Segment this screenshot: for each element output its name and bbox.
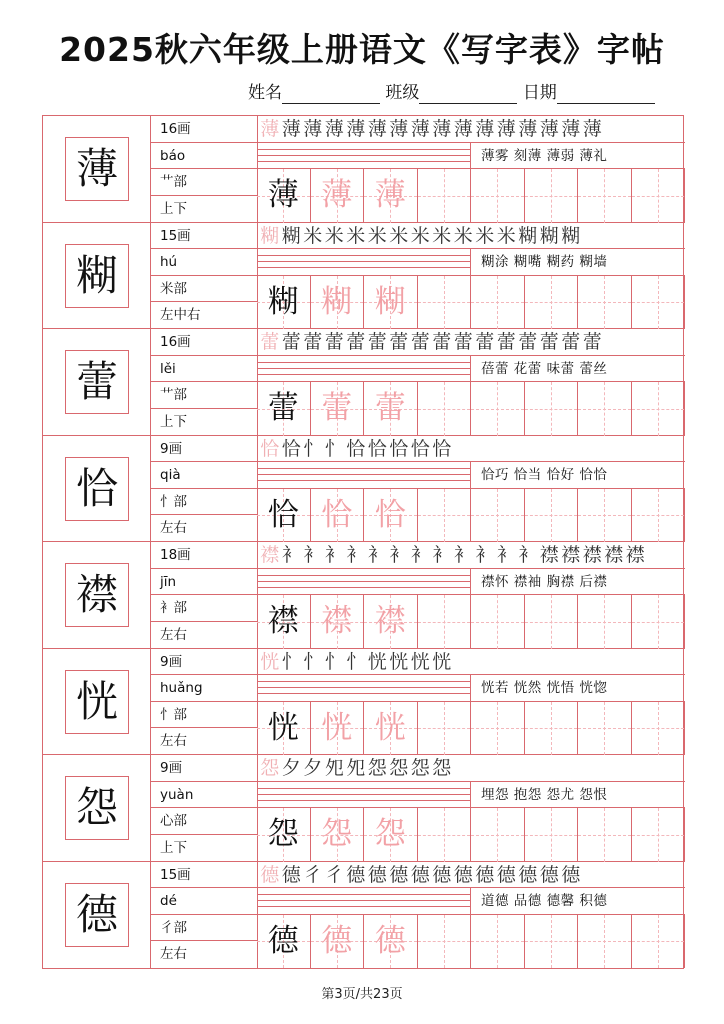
stroke-step: 忄 [324, 650, 344, 673]
stroke-step: 德 [496, 863, 516, 886]
trace-character: 怨 [321, 816, 353, 853]
pinyin-lines[interactable] [257, 569, 470, 596]
practice-cells [257, 489, 685, 543]
writing-cell[interactable] [311, 276, 365, 330]
char-row [43, 755, 685, 862]
writing-cell[interactable] [578, 595, 632, 649]
radical: 艹部 [150, 382, 257, 409]
writing-cell[interactable] [471, 382, 525, 436]
trace-character: 蕾 [321, 390, 353, 427]
stroke-step: 薄 [346, 118, 366, 140]
page-title: 2025秋六年级上册语文《写字表》字帖 [59, 30, 665, 69]
stroke-step: 恰 [260, 437, 280, 460]
stroke-order [257, 542, 685, 569]
writing-cell[interactable] [418, 915, 472, 969]
stroke-step: 蕾 [410, 331, 430, 353]
trace-character: 德 [374, 922, 406, 959]
model-character: 恍 [267, 709, 299, 746]
trace-character: 德 [321, 922, 353, 959]
structure: 上下 [160, 413, 187, 430]
writing-cell[interactable] [525, 702, 579, 756]
stroke-step: 薄 [410, 118, 430, 140]
radical: 忄部 [150, 489, 257, 516]
stroke-step: 米 [389, 224, 409, 247]
stroke-step: 糊 [561, 224, 581, 247]
stroke-order [257, 862, 685, 889]
stroke-step: 蕾 [367, 331, 387, 353]
stroke-step: 蕾 [518, 331, 538, 353]
writing-cell[interactable] [471, 276, 525, 330]
practice-cells [257, 382, 685, 436]
writing-cell[interactable] [364, 595, 418, 649]
radical: 衤部 [150, 595, 257, 622]
stroke-step: 薄 [539, 118, 559, 140]
stroke-step: 米 [346, 224, 366, 247]
word-examples: 埋怨 抱怨 怨尤 怨恨 [470, 782, 685, 809]
pinyin-lines[interactable] [257, 888, 470, 915]
stroke-step: 衤 [432, 544, 452, 566]
stroke-step: 糊 [539, 224, 559, 247]
writing-cell[interactable] [632, 382, 686, 436]
writing-cell[interactable] [525, 276, 579, 330]
writing-cell[interactable] [311, 702, 365, 756]
word-examples: 恰巧 恰当 恰好 恰恰 [470, 462, 685, 489]
stroke-step: 德 [475, 863, 495, 886]
trace-character: 薄 [321, 177, 353, 214]
stroke-step: 德 [410, 863, 430, 886]
writing-cell[interactable] [578, 915, 632, 969]
trace-character: 襟 [321, 603, 353, 640]
stroke-step: 德 [539, 863, 559, 886]
main-character: 怨 [65, 776, 129, 840]
stroke-step: 德 [260, 863, 280, 886]
stroke-count: 9画 [150, 436, 257, 463]
writing-cell[interactable] [578, 276, 632, 330]
writing-cell[interactable] [578, 169, 632, 223]
model-character: 恰 [267, 496, 299, 533]
pinyin-lines[interactable] [257, 249, 470, 276]
writing-cell[interactable] [525, 169, 579, 223]
pinyin-lines[interactable] [257, 356, 470, 383]
writing-cell[interactable] [578, 489, 632, 543]
stroke-count: 9画 [150, 649, 257, 676]
writing-cell[interactable] [418, 595, 472, 649]
stroke-step: 德 [367, 863, 387, 886]
stroke-step: 恍 [260, 650, 280, 673]
word-examples: 薄雾 刻薄 薄弱 薄礼 [470, 143, 685, 170]
practice-cells [257, 915, 685, 969]
practice-cells [257, 702, 685, 756]
practice-sheet [42, 115, 684, 969]
stroke-step: 薄 [432, 118, 452, 140]
stroke-step: 蕾 [539, 331, 559, 353]
writing-cell[interactable] [257, 276, 311, 330]
trace-character: 怨 [374, 816, 406, 853]
writing-cell[interactable] [632, 276, 686, 330]
writing-cell[interactable] [632, 915, 686, 969]
stroke-step: 糊 [518, 224, 538, 247]
stroke-step: 恰 [432, 437, 452, 460]
stroke-step: 米 [410, 224, 430, 247]
char-row [43, 649, 685, 756]
stroke-step: 米 [475, 224, 495, 247]
stroke-step: 薄 [389, 118, 409, 140]
writing-cell[interactable] [525, 489, 579, 543]
writing-cell[interactable] [257, 595, 311, 649]
stroke-step: 米 [432, 224, 452, 247]
stroke-step: 恍 [432, 650, 452, 673]
pinyin: huǎng [150, 675, 257, 702]
stroke-step: 德 [346, 863, 366, 886]
writing-cell[interactable] [311, 382, 365, 436]
stroke-step: 蕾 [475, 331, 495, 353]
word-examples: 襟怀 襟袖 胸襟 后襟 [470, 569, 685, 596]
writing-cell[interactable] [578, 702, 632, 756]
stroke-step: 夕 [281, 757, 301, 779]
stroke-step: 夗 [346, 757, 366, 779]
pinyin: qià [150, 462, 257, 489]
stroke-step: 薄 [475, 118, 495, 140]
stroke-step: 衤 [367, 544, 387, 566]
trace-character: 恍 [321, 709, 353, 746]
stroke-count: 9画 [150, 755, 257, 782]
stroke-step: 米 [367, 224, 387, 247]
stroke-step: 恍 [389, 650, 409, 673]
trace-character: 恰 [374, 496, 406, 533]
writing-cell[interactable] [632, 702, 686, 756]
practice-cells [257, 169, 685, 223]
writing-cell[interactable] [311, 595, 365, 649]
writing-cell[interactable] [632, 808, 686, 862]
main-character: 德 [65, 883, 129, 947]
main-character: 襟 [65, 563, 129, 627]
stroke-step: 怨 [432, 757, 452, 779]
writing-cell[interactable] [257, 169, 311, 223]
structure: 上下 [160, 200, 187, 217]
stroke-step: 蕾 [281, 331, 301, 353]
writing-cell[interactable] [525, 915, 579, 969]
writing-cell[interactable] [364, 169, 418, 223]
writing-cell[interactable] [418, 702, 472, 756]
writing-cell[interactable] [418, 489, 472, 543]
writing-cell[interactable] [364, 915, 418, 969]
structure: 左右 [160, 946, 187, 962]
writing-cell[interactable] [257, 382, 311, 436]
stroke-step: 衤 [389, 544, 409, 566]
stroke-step: 糊 [281, 224, 301, 247]
stroke-step: 襟 [539, 544, 559, 566]
stroke-count: 16画 [150, 116, 257, 143]
model-character: 蕾 [267, 390, 299, 427]
stroke-step: 蕾 [432, 331, 452, 353]
stroke-step: 恍 [410, 650, 430, 673]
writing-cell[interactable] [364, 808, 418, 862]
writing-cell[interactable] [471, 169, 525, 223]
pinyin: dé [150, 888, 257, 915]
stroke-step: 薄 [303, 118, 323, 140]
stroke-order [257, 116, 685, 143]
pinyin-lines[interactable] [257, 462, 470, 489]
pinyin-lines[interactable] [257, 782, 470, 809]
model-character: 德 [267, 922, 299, 959]
stroke-step: 怨 [367, 757, 387, 779]
stroke-step: 衤 [453, 544, 473, 566]
stroke-step: 薄 [496, 118, 516, 140]
main-character: 蕾 [65, 350, 129, 414]
stroke-step: 襟 [625, 544, 645, 566]
date-label: 日期 [522, 83, 557, 103]
stroke-step: 糊 [260, 224, 280, 247]
trace-character: 襟 [374, 603, 406, 640]
radical: 心部 [150, 808, 257, 835]
word-examples: 糊涂 糊嘴 糊药 糊墙 [470, 249, 685, 276]
practice-cells [257, 808, 685, 862]
writing-cell[interactable] [364, 382, 418, 436]
stroke-step: 襟 [604, 544, 624, 566]
char-row [43, 116, 685, 223]
writing-cell[interactable] [632, 169, 686, 223]
pinyin: lěi [150, 356, 257, 383]
stroke-order [257, 436, 685, 463]
stroke-count: 16画 [150, 329, 257, 356]
student-info [248, 82, 655, 104]
stroke-step: 蕾 [453, 331, 473, 353]
stroke-step: 彳 [303, 863, 323, 886]
stroke-step: 蕾 [346, 331, 366, 353]
stroke-step: 蕾 [561, 331, 581, 353]
name-blank[interactable] [282, 85, 380, 104]
writing-cell[interactable] [418, 169, 472, 223]
writing-cell[interactable] [257, 808, 311, 862]
radical: 米部 [150, 276, 257, 303]
stroke-step: 薄 [561, 118, 581, 140]
model-character: 糊 [267, 283, 299, 320]
word-examples: 道德 品德 德馨 积德 [470, 888, 685, 915]
stroke-step: 恰 [346, 437, 366, 460]
main-character: 糊 [65, 244, 129, 308]
trace-character: 薄 [374, 177, 406, 214]
class-blank[interactable] [419, 85, 517, 104]
stroke-step: 衤 [281, 544, 301, 566]
stroke-step: 薄 [324, 118, 344, 140]
pinyin: jīn [150, 569, 257, 596]
stroke-step: 襟 [582, 544, 602, 566]
stroke-count: 15画 [150, 223, 257, 250]
stroke-step: 忄 [303, 437, 323, 460]
stroke-step: 米 [496, 224, 516, 247]
stroke-step: 忄 [346, 650, 366, 673]
writing-cell[interactable] [364, 489, 418, 543]
stroke-step: 德 [453, 863, 473, 886]
writing-cell[interactable] [471, 595, 525, 649]
trace-character: 恍 [374, 709, 406, 746]
stroke-step: 德 [281, 863, 301, 886]
stroke-step: 薄 [260, 118, 280, 140]
stroke-step: 薄 [367, 118, 387, 140]
char-row [43, 436, 685, 543]
pinyin: hú [150, 249, 257, 276]
date-blank[interactable] [557, 85, 655, 104]
stroke-step: 薄 [582, 118, 602, 140]
stroke-order [257, 649, 685, 676]
stroke-step: 蕾 [496, 331, 516, 353]
class-label: 班级 [385, 83, 420, 103]
stroke-step: 衤 [324, 544, 344, 566]
main-character: 恰 [65, 457, 129, 521]
stroke-step: 德 [518, 863, 538, 886]
char-row [43, 223, 685, 330]
stroke-step: 衤 [496, 544, 516, 566]
writing-cell[interactable] [311, 808, 365, 862]
writing-cell[interactable] [418, 276, 472, 330]
writing-cell[interactable] [311, 915, 365, 969]
stroke-step: 德 [561, 863, 581, 886]
pinyin-lines[interactable] [257, 143, 470, 170]
stroke-step: 衤 [475, 544, 495, 566]
radical: 忄部 [150, 702, 257, 729]
writing-cell[interactable] [364, 702, 418, 756]
radical: 彳部 [150, 915, 257, 942]
stroke-step: 恰 [410, 437, 430, 460]
stroke-step: 襟 [561, 544, 581, 566]
trace-character: 蕾 [374, 390, 406, 427]
name-label: 姓名 [248, 83, 282, 103]
model-character: 怨 [267, 816, 299, 853]
writing-cell[interactable] [257, 915, 311, 969]
writing-cell[interactable] [578, 382, 632, 436]
stroke-step: 怨 [410, 757, 430, 779]
stroke-step: 恍 [367, 650, 387, 673]
stroke-order [257, 755, 685, 782]
stroke-step: 薄 [281, 118, 301, 140]
pinyin: yuàn [150, 782, 257, 809]
stroke-step: 蕾 [389, 331, 409, 353]
model-character: 薄 [267, 177, 299, 214]
stroke-step: 恰 [367, 437, 387, 460]
writing-cell[interactable] [311, 169, 365, 223]
stroke-order [257, 223, 685, 250]
stroke-step: 忄 [303, 650, 323, 673]
writing-cell[interactable] [471, 702, 525, 756]
writing-cell[interactable] [257, 702, 311, 756]
practice-cells [257, 595, 685, 649]
stroke-step: 夗 [324, 757, 344, 779]
stroke-step: 怨 [260, 757, 280, 779]
stroke-step: 米 [303, 224, 323, 247]
writing-cell[interactable] [632, 595, 686, 649]
model-character: 襟 [267, 603, 299, 640]
writing-cell[interactable] [525, 382, 579, 436]
writing-cell[interactable] [364, 276, 418, 330]
stroke-count: 18画 [150, 542, 257, 569]
structure: 左右 [160, 626, 187, 643]
char-row [43, 862, 685, 969]
writing-cell[interactable] [471, 489, 525, 543]
char-row [43, 329, 685, 436]
practice-cells [257, 276, 685, 330]
word-examples: 恍若 恍然 恍悟 恍惚 [470, 675, 685, 702]
writing-cell[interactable] [471, 808, 525, 862]
writing-cell[interactable] [418, 382, 472, 436]
stroke-step: 襟 [260, 544, 280, 566]
writing-cell[interactable] [525, 808, 579, 862]
stroke-step: 衤 [410, 544, 430, 566]
stroke-step: 蕾 [582, 331, 602, 353]
stroke-step: 彳 [324, 863, 344, 886]
radical: 艹部 [150, 169, 257, 196]
main-character: 恍 [65, 670, 129, 734]
stroke-step: 衤 [303, 544, 323, 566]
stroke-step: 蕾 [324, 331, 344, 353]
stroke-step: 恰 [389, 437, 409, 460]
stroke-step: 恰 [281, 437, 301, 460]
stroke-step: 怨 [389, 757, 409, 779]
writing-cell[interactable] [418, 808, 472, 862]
trace-character: 糊 [321, 283, 353, 320]
char-row [43, 542, 685, 649]
stroke-step: 薄 [518, 118, 538, 140]
writing-cell[interactable] [578, 808, 632, 862]
trace-character: 恰 [321, 496, 353, 533]
stroke-step: 蕾 [260, 331, 280, 353]
word-examples: 蓓蕾 花蕾 味蕾 蕾丝 [470, 356, 685, 383]
writing-cell[interactable] [632, 489, 686, 543]
structure: 左中右 [160, 307, 201, 323]
stroke-step: 衤 [518, 544, 538, 566]
stroke-step: 米 [453, 224, 473, 247]
structure: 上下 [160, 839, 187, 856]
structure: 左右 [160, 520, 187, 536]
writing-cell[interactable] [525, 595, 579, 649]
stroke-step: 忄 [324, 437, 344, 460]
pinyin-lines[interactable] [257, 675, 470, 702]
stroke-step: 忄 [281, 650, 301, 673]
pinyin: báo [150, 143, 257, 170]
stroke-step: 薄 [453, 118, 473, 140]
stroke-step: 米 [324, 224, 344, 247]
trace-character: 糊 [374, 283, 406, 320]
stroke-count: 15画 [150, 862, 257, 889]
stroke-step: 夕 [303, 757, 323, 779]
stroke-order [257, 329, 685, 356]
stroke-step: 德 [432, 863, 452, 886]
page-number: 第3页/共23页 [321, 987, 403, 1002]
writing-cell[interactable] [257, 489, 311, 543]
main-character: 薄 [65, 137, 129, 201]
stroke-step: 衤 [346, 544, 366, 566]
structure: 左右 [160, 733, 187, 749]
writing-cell[interactable] [471, 915, 525, 969]
writing-cell[interactable] [311, 489, 365, 543]
stroke-step: 蕾 [303, 331, 323, 353]
stroke-step: 德 [389, 863, 409, 886]
